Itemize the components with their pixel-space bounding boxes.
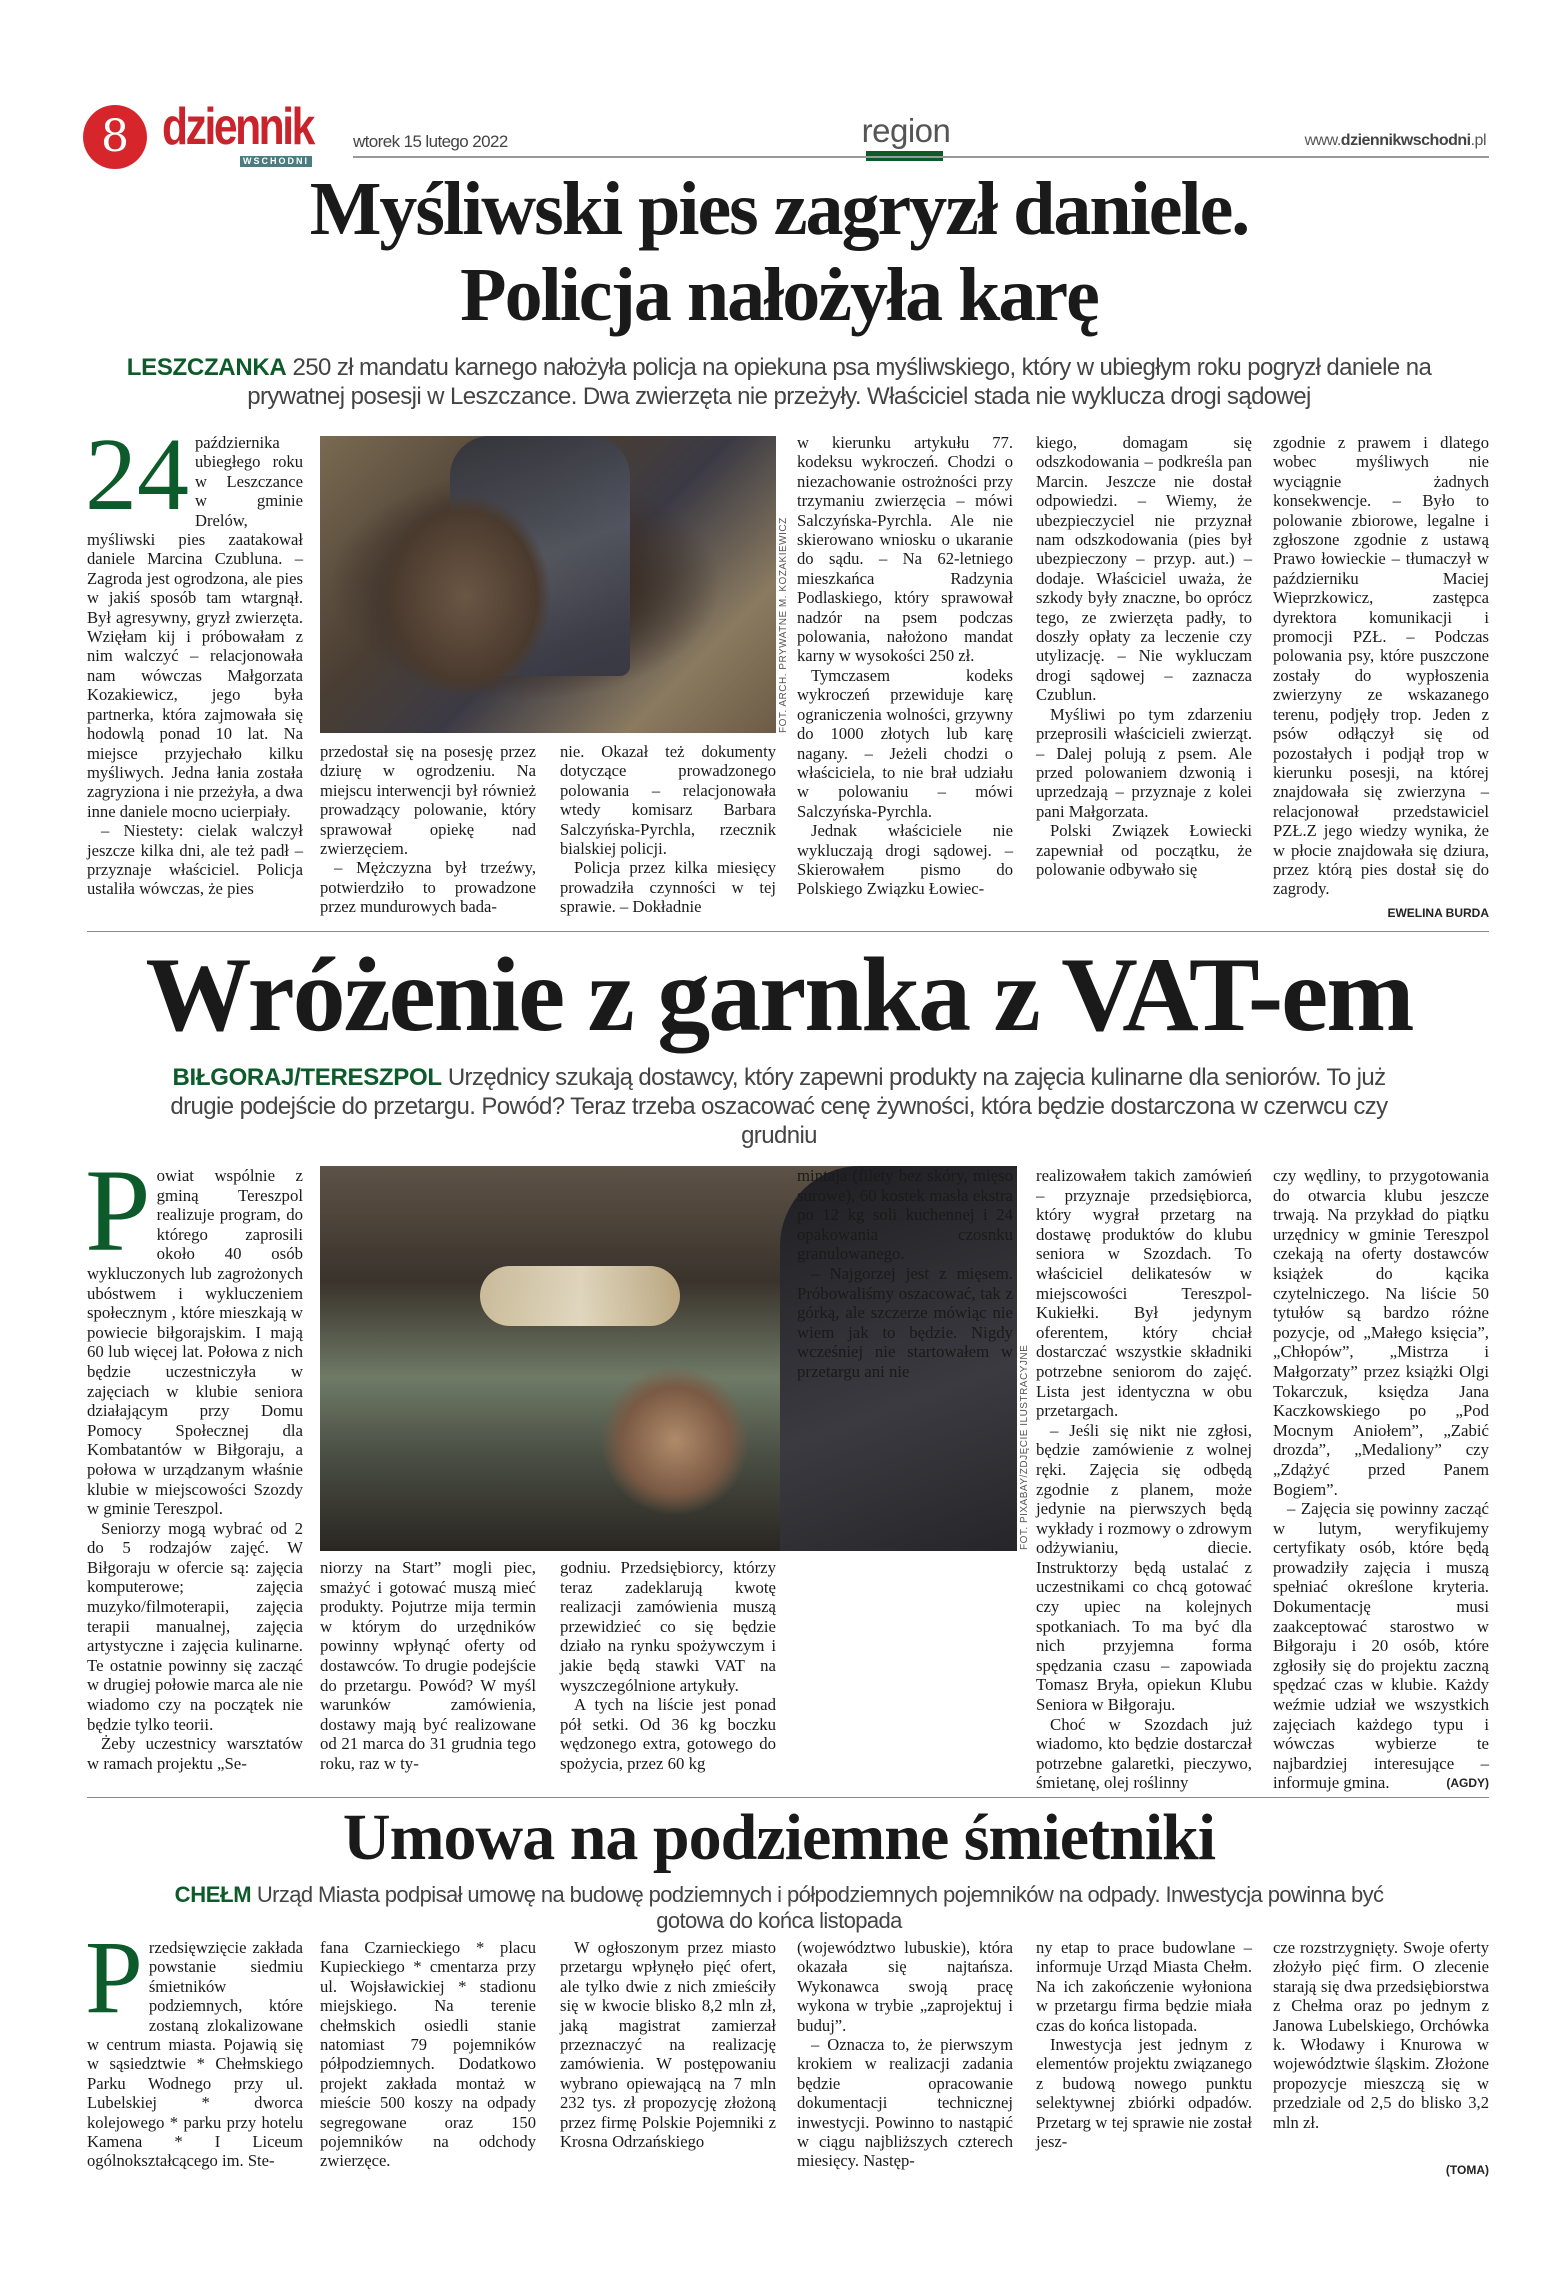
photo-deer-fawn — [320, 436, 776, 733]
paragraph: niorzy na Start” mogli piec, smażyć i gotować muszą mieć produkty. Pojutrze mija termin w którym do urzędników powinny wpłynąć oferty od dostawców. To drugie podejście do przetargu. Powód? W myśl warunków zamówienia, dostawy mają być realizowane od 21 marca do 31 grudnia tego roku, raz w ty- — [320, 1558, 536, 1773]
newspaper-logo-sub: WSCHODNI — [240, 156, 312, 167]
paragraph: Choć w Szozdach już wiadomo, kto będzie dostarczał potrzebne galaretki, pieczywo, śmietanę, olej roślinny — [1036, 1714, 1252, 1793]
paragraph — [85, 1920, 303, 2171]
paragraph: – Jeśli się nikt nie zgłosi, będzie zamówienie z wolnej ręki. Zajęcia się odbędą zgodnie z planem, może jedynie na pierwszych będą wykłady i rozmowy o zdrowym odżywianiu, diecie. Instruktorzy będą ustalać z uczestnikami co chcą gotować czy upiec na kolejnych spotkaniach. To ma być dla nich przyjemna forma spędzania czasu – zapowiada Tomasz Bryła, opiekun Klubu Seniora w Biłgoraju. — [1036, 1420, 1252, 1715]
issue-date: wtorek 15 lutego 2022 — [353, 132, 508, 151]
text-column — [320, 1558, 536, 1784]
site-prefix: www. — [1304, 132, 1341, 149]
paragraph: nie. Okazał też dokumenty dotyczące prowadzonego polowania – relacjonowała wtedy komisarz Barbara Salczyńska-Pyrchla, rzecznik bialskiej policji. — [560, 742, 776, 859]
photo-credit: FOT. ARCH. PRYWATNE M. KOZAKIEWICZ — [778, 517, 789, 733]
website-link[interactable] — [1305, 132, 1486, 150]
lead-text: Urzędnicy szukają dostawcy, który zapewni produkty na zajęcia kulinarne dla seniorów. To już drugie podejście do przetargu. Powód? Teraz trzeba oszacować cenę żywności, która będzie dostarczona w czerwcu czy grudniu — [170, 1064, 1388, 1149]
paragraph: W ogłoszonym przez miasto przetargu wpłynęło pięć ofert, ale tylko dwie z nich zmieściły się w kwocie blisko 8,2 mln zł, jaką magistrat zamierzał przeznaczyć na realizację zamówienia. W postępowaniu wybrano opiewającą na 7 mln 232 tys. zł propozycję złożoną przez firmę Polskie Pojemniki z Krosna Odrzańskiego — [560, 1938, 776, 2152]
article-byline: EWELINA BURDA — [1387, 906, 1489, 920]
paragraph: – Oznacza to, że pierwszym krokiem w realizacji zadania będzie opracowanie dokumentacji technicznej inwestycji. Powinno to nastąpić w ciągu najbliższych czterech miesięcy. Następ- — [797, 2035, 1013, 2171]
header-divider — [353, 156, 1489, 158]
article-divider — [87, 931, 1489, 932]
paragraph-text: owiat wspólnie z gminą Tereszpol realizuje program, do którego zaprosili około 40 osób wykluczonych lub zagrożonych ubóstwem i wykluczeniem społecznym , które mieszkają w powiecie biłgorajskim. I mają 60 lub więcej lat. Połowa z nich będzie uczestniczyła w zajęciach w klubie seniora działającym przy Domu Pomocy Społecznej dla Kombatantów w Biłgoraju, a połowa w urządzanym właśnie klubie w miejscowości Szozdy w gminie Tereszpol. — [87, 1166, 303, 1519]
text-column — [797, 1166, 1013, 1786]
headline: Wróżenie z garnka z VAT-em — [145, 936, 1413, 1053]
paragraph: Jednak właściciele nie wykluczają drogi sądowej. – Skierowałem pismo do Polskiego Związku Łowiec- — [797, 821, 1013, 899]
site-suffix: .pl — [1470, 132, 1486, 149]
photo-hands-shape — [600, 1366, 750, 1516]
text-column — [85, 1145, 303, 1786]
text-column — [560, 1938, 776, 2178]
lead-location: BIŁGORAJ/TERESZPOL — [172, 1064, 442, 1091]
lead-text: Urząd Miasta podpisał umowę na budowę podziemnych i półpodziemnych pojemników na odpady. Inwestycja powinna być gotowa do końca listopada — [256, 1882, 1384, 1933]
text-column — [85, 1920, 303, 2178]
paragraph: Polski Związek Łowiecki zapewniał od początku, że polowanie odbywało się — [1036, 821, 1252, 879]
paragraph: cze rozstrzygnięty. Swoje oferty złożyło pięć firm. O zlecenie starają się dwa przedsiębiorstwa z Chełma oraz po jednym z Janowa Lubelskiego, Orchówka k. Włodawy i Knurowa w województwie śląskim. Złożone propozycje mieszczą się w przedziale od 2,5 do blisko 3,2 mln zł. — [1273, 1938, 1489, 2132]
paragraph: mintaja (filety bez skóry, mięso surowe), 60 kostek masła ekstra po 12 kg soli kuchennej i 24 opakowania czosnku granulowanego. — [797, 1166, 1013, 1264]
paragraph: – Mężczyzna był trzeźwy, potwierdziło to prowadzone przez mundurowych bada- — [320, 858, 536, 917]
drop-cap: P — [85, 1145, 151, 1276]
paragraph: godniu. Przedsiębiorcy, którzy teraz zadeklarują kwotę realizacji zamówienia muszą przewidzieć co się będzie działo na rynku spożywczym i jakie będą stawki VAT na wyszczególnione artykuły. — [560, 1558, 776, 1695]
newspaper-logo: dziennik — [162, 98, 313, 156]
paragraph: Seniorzy mogą wybrać od 2 do 5 rodzajów zajęć. W Biłgoraju w ofercie są: zajęcia komputerowe; zajęcia muzyko/filmoterapii, zajęcia terapii manualnej, zajęcia artystyczne i zajęcia kulinarne. Te ostatnie powinny się zacząć w drugiej połowie marca ale nie wiadomo czy na początek nie będzie tylko teorii. — [87, 1518, 303, 1734]
paragraph: (województwo lubuskie), która okazała się najtańsza. Wykonawca swoją pracę wykona w trybie „zaprojektuj i buduj”. — [797, 1938, 1013, 2035]
headline-line-2: Policja nałożyła karę — [460, 253, 1098, 337]
text-column — [1273, 433, 1489, 903]
paragraph: czy wędliny, to przygotowania do otwarcia klubu jeszcze trwają. Na przykład do piątku urzędnicy w gminie Tereszpol czekają na oferty dostawców książek do kącika czytelniczego. Na liście 50 tytułów są bardzo różne pozycje, od „Małego księcia”, „Chłopów”, „Mistrza i Małgorzaty” przez książki Olgi Tokarczuk, księdza Jana Kaczkowskiego po „Pod Mocnym Aniołem”, „Zabić drozda”, „Medaliony” czy „Zdążyć przed Panem Bogiem”. — [1273, 1166, 1489, 1499]
text-column — [1036, 433, 1252, 918]
photo-bread-shape — [480, 1266, 680, 1326]
article-byline: (AGDY) — [1446, 1776, 1489, 1790]
text-column — [797, 433, 1013, 918]
paragraph: przedostał się na posesję przez dziurę w ogrodzeniu. Na miejscu interwencji był również prowadzący polowanie, który sprawował opiekę nad zwierzęciem. — [320, 742, 536, 859]
paragraph: Żeby uczestnicy warsztatów w ramach projektu „Se- — [87, 1734, 303, 1773]
text-column — [320, 1938, 536, 2178]
headline: Umowa na podziemne śmietniki — [342, 1801, 1216, 1874]
paragraph: kiego, domagam się odszkodowania – podkreśla pan Marcin. Jeszcze nie dostał odpowiedzi. – Wiemy, że ubezpieczyciel nie przyznał nam odszkodowania (pies był ubezpieczony – przyp. aut.) –dodaje. Właściciel uważa, że szkody były znaczne, bo oprócz tego, ze zwierzęta padły, to doszły opłaty za leczenie czy utylizację. – Nie wykluczam drogi sądowej – zaznacza Czublun. — [1036, 433, 1252, 705]
paragraph-text: października ubiegłego roku w Leszczance w gminie Drelów, myśliwski pies zaatakował daniele Marcina Czubluna. – Zagroda jest ogrodzona, ale pies w jakiś sposób tam wtargnął. Był agresywny, gryzł zwierzęta. Wzięłam kij i próbowałam z nim walczyć – relacjonowała nam wówczas Małgorzata Kozakiewicz, jego była partnerka, która zajmowała się hodowlą ponad 10 lat. Na miejsce przyjechało kilku myśliwych. Jedna łania została zagryziona i nie przeżyła, a dwa inne daniele mocno ucierpiały. — [87, 433, 303, 821]
page-number: 8 — [83, 105, 147, 169]
site-main: dziennikwschodni — [1340, 132, 1471, 149]
paragraph: – Najgorzej jest z mięsem. Próbowaliśmy oszacować, tak z górką, ale szczerze mówiąc nie wiem jak to będzie. Nigdy wcześniej nie startowałem w przetargu ani nie — [797, 1263, 1013, 1381]
text-column — [560, 1558, 776, 1784]
section-title: region — [861, 112, 951, 149]
photo-credit: FOT. PIXABAY/ZDJĘCIE ILUSTRACYJNE — [1019, 1344, 1030, 1550]
text-column — [1036, 1938, 1252, 2178]
paragraph — [85, 417, 303, 821]
paragraph: A tych na liście jest ponad pół setki. Od 36 kg boczku wędzonego extra, gotowego do spożycia, przez 60 kg — [560, 1695, 776, 1773]
text-column — [797, 1938, 1013, 2178]
paragraph: – Niestety: cielak walczył jeszcze kilka dni, ale też padł – przyznaje właściciel. Policja ustaliła wówczas, że pies — [87, 821, 303, 899]
article-lead — [140, 1882, 1418, 1934]
text-column — [320, 742, 536, 918]
text-column — [1273, 1938, 1489, 2160]
paragraph: Tymczasem kodeks wykroczeń przewiduje karę ograniczenia wolności, grzywny do 1000 złotych lub karę nagany. – Jeżeli chodzi o właściciela, to nie brał udziału w polowaniu – mówi Salczyńska-Pyrchla. — [797, 665, 1013, 821]
photo-fawn-shape — [380, 496, 550, 696]
text-column — [560, 742, 776, 918]
text-column — [85, 417, 303, 918]
paragraph: ny etap to prace budowlane – informuje Urząd Miasta Chełm. Na ich zakończenie wyłoniona w przetargu firma będzie miała czas do końca listopada. — [1036, 1938, 1252, 2035]
drop-cap: P — [85, 1920, 143, 2035]
article-lead — [150, 1063, 1408, 1150]
headline-line-1: Myśliwski pies zagryzł daniele. — [309, 167, 1249, 251]
paragraph-text: rzedsięwzięcie zakłada powstanie siedmiu śmietników podziemnych, które zostaną zlokalizowane w centrum miasta. Pojawią się w sąsiedztwie * Chełmskiego Parku Wodnego przy ul. Lubelskiej * dworca kolejowego * parku przy hotelu Kamena * I Liceum ogólnokształcącego im. Ste- — [87, 1938, 303, 2171]
lead-location: CHEŁM — [174, 1882, 252, 1907]
paragraph: Policja przez kilka miesięcy prowadziła czynności w tej sprawie. – Dokładnie — [560, 858, 776, 917]
paragraph: Myśliwi po tym zdarzeniu przeprosili właścicieli zwierząt. – Dalej polują z psem. Ale przed polowaniem dzwonią i uprzedzają – przyznaje z kolei pani Małgorzata. — [1036, 704, 1252, 821]
text-column — [1036, 1166, 1252, 1793]
paragraph: zgodnie z prawem i dlatego wobec myśliwych nie wyciągnie żadnych konsekwencje. – Było to polowanie zbiorowe, legalne i zgłoszone zgodnie z ustawą Prawo łowieckie – tłumaczył w październiku Maciej Wieprzkowicz, zastępca dyrektora komunikacji i promocji PZŁ. – Podczas polowania psy, które puszczone zostały do wypłoszenia zwierzyny ze wskazanego terenu, podjęły trop. Jeden z psów odłączył się od pozostałych i podjął trop w kierunku posesji, na której znajdowała się zwierzyna – relacjonował przedstawiciel PZŁ.Z jego wiedzy wynika, że w płocie znajdowała się dziura, przez którą pies dostał się do zagrody. — [1273, 433, 1489, 899]
paragraph: w kierunku artykułu 77. kodeksu wykroczeń. Chodzi o niezachowanie ostrożności przy trzymaniu zwierzęcia – mówi Salczyńska-Pyrchla. Ale nie skierowano wniosku o ukaranie do sądu. – Na 62-letniego mieszkańca Radzynia Podlaskiego, który sprawował nadzór na psem podczas polowania, nałożono mandat karny w wysokości 250 zł. — [797, 433, 1013, 666]
lead-location: LESZCZANKA — [126, 354, 287, 381]
article-byline: (TOMA) — [1445, 2163, 1489, 2177]
paragraph — [85, 1145, 303, 1519]
paragraph: realizowałem takich zamówień – przyznaje przedsiębiorca, który wygrał przetarg na dostawę produktów do klubu seniora w Szozdach. To właściciel delikatesów w miejscowości Tereszpol-Kukiełki. Był jedynym oferentem, który chciał dostarczać wszystkie składniki potrzebne seniorom do zajęć. Lista jest identyczna w obu przetargach. — [1036, 1166, 1252, 1421]
article-lead — [100, 353, 1458, 411]
drop-cap: 24 — [85, 417, 189, 532]
paragraph: fana Czarnieckiego * placu Kupieckiego * cmentarza przy ul. Wojsławickiej * stadionu miejskiego. Na terenie chełmskich osiedli stanie natomiast 79 pojemników półpodziemnych. Dodatkowo projekt zakłada montaż w mieście 500 koszy na odpady segregowane oraz 150 pojemników na odchody zwierzęce. — [320, 1938, 536, 2171]
paragraph: – Zajęcia się powinny zacząć w lutym, weryfikujemy certyfikaty osób, które będą prowadziły zajęcia i muszą spełniać określone kryteria. Dokumentację musi zaakceptować starostwo w Biłgoraju i 20 osób, które zgłosiły się do projektu zaczną spędzać czas w klubie. Każdy weźmie udział we wszystkich zajęciach każdego typu i wówczas wybierze te najbardziej interesujące – informuje gmina. — [1273, 1499, 1489, 1793]
paragraph: Inwestycja jest jednym z elementów projektu związanego z budową nowego punktu selektywnej zbiórki odpadów. Przetarg w tej sprawie nie został jesz- — [1036, 2035, 1252, 2152]
lead-text: 250 zł mandatu karnego nałożyła policja na opiekuna psa myśliwskiego, który w ubiegłym roku pogryzł daniele na prywatnej posesji w Leszczance. Dwa zwierzęta nie przeżyły. Właściciel stada nie wyklucza drogi sądowej — [247, 354, 1432, 410]
